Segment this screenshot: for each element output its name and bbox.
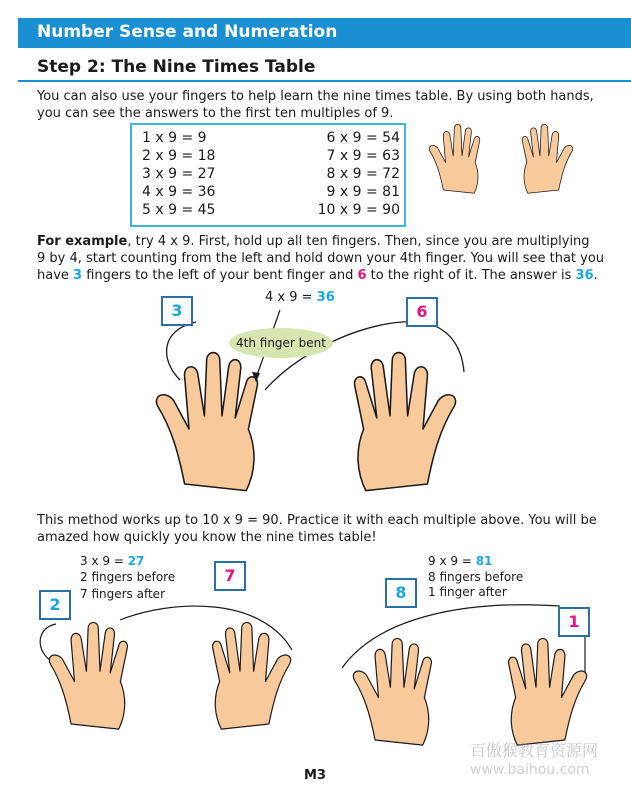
equation-text: 3 x 9 = [80,554,128,568]
equation-answer: 27 [127,554,145,568]
table-row-right: 10 x 9 = 90 [317,202,400,218]
watermark: 百傲猴教育资源网 [470,741,599,760]
example-text: . [593,268,598,283]
right-count-box: 7 [214,561,246,591]
example-line-1-text: , try 4 x 9. First, hold up all ten fingers. Then, since you are multiplying [127,234,590,249]
left-hand-icon [49,622,127,729]
diagram1-equation [265,290,335,306]
diagram3-equation [428,553,492,569]
equation-text: 4 x 9 = [265,290,317,305]
intro-line-1: You can also use your fingers to help learn the nine times table. By using both hands, [37,89,594,104]
right-count-box: 6 [406,297,438,327]
table-row-right: 6 x 9 = 54 [326,130,400,146]
table-row-right: 9 x 9 = 81 [326,184,400,200]
left-hand-icon [353,638,431,745]
example-count-left: 3 [73,268,83,283]
table-row-right: 7 x 9 = 63 [326,148,400,164]
table-row-left: 2 x 9 = 18 [142,148,216,164]
step-title: Step 2: The Nine Times Table [37,57,316,77]
example-text: fingers to the left of your bent finger and [82,268,358,283]
right-hand-icon [509,638,587,745]
diagram2-equation [80,553,144,569]
table-row-left: 4 x 9 = 36 [142,184,216,200]
bent-finger-label: 4th finger bent [229,328,333,358]
equation-answer: 81 [475,554,493,568]
right-hand-icon [213,622,291,729]
diagram2-before: 2 fingers before [80,570,176,584]
diagram2-after: 7 fingers after [80,587,166,601]
intro-line-2: you can see the answers to the first ten multiples of 9. [37,106,394,121]
example-count-right: 6 [357,268,367,283]
example-answer: 36 [575,268,594,283]
right-count-box: 1 [558,607,590,637]
example-text: have [37,268,74,283]
example-bold: For example [37,234,128,249]
diagram3-before: 8 fingers before [428,570,524,584]
left-count-box: 3 [161,296,193,326]
hand-icon [429,124,480,193]
left-count-box: 2 [39,590,71,620]
left-hand-bent-finger-icon [156,353,257,491]
watermark-url: www.baihou.com [470,762,590,778]
table-row-right: 8 x 9 = 72 [326,166,400,182]
table-row-left: 5 x 9 = 45 [142,202,216,218]
example-line-2: 9 by 4, start counting from the left and hold down your 4th finger. You will see that you [37,251,605,266]
left-count-box: 8 [385,578,417,608]
table-row-left: 1 x 9 = 9 [142,130,207,146]
hand-icon [522,124,573,193]
page-number: M3 [304,768,326,783]
right-hand-icon [355,353,456,491]
method-line-2: amazed how quickly you know the nine times table! [37,530,377,545]
example-text: to the right of it. The answer is [366,268,576,283]
method-line-1: This method works up to 10 x 9 = 90. Practice it with each multiple above. You will be [37,513,597,528]
equation-text: 9 x 9 = [428,554,476,568]
diagram3-after: 1 finger after [428,585,507,599]
equation-answer: 36 [316,290,335,305]
table-row-left: 3 x 9 = 27 [142,166,216,182]
section-title: Number Sense and Numeration [37,22,338,42]
